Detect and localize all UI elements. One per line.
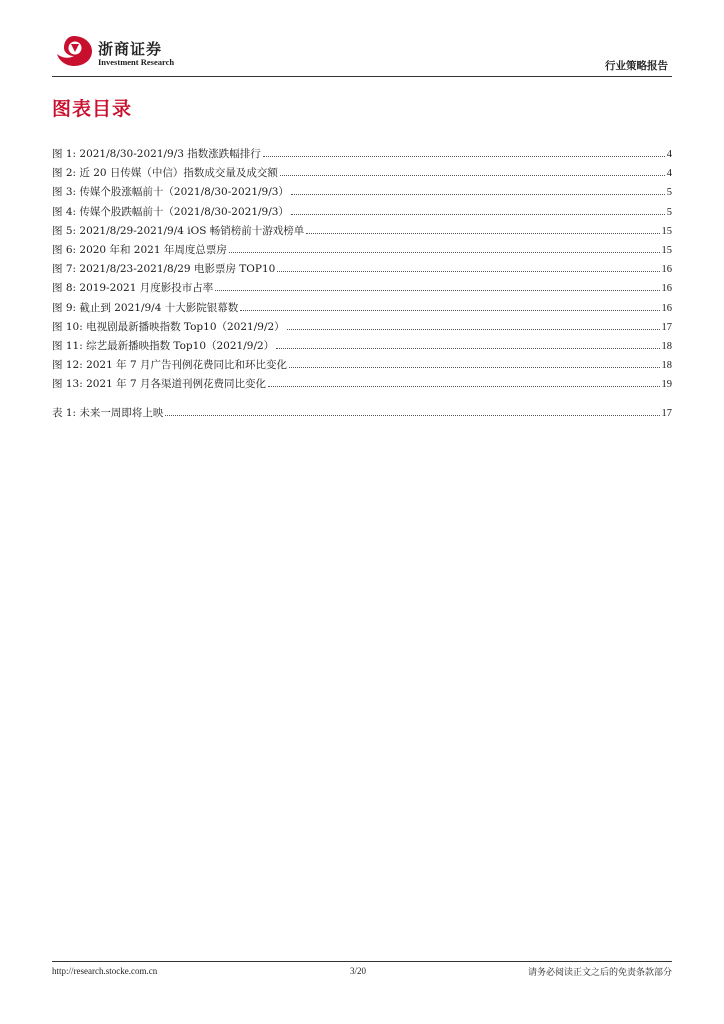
toc-entry-label: 图 7: 2021/8/23-2021/8/29 电影票房 TOP10	[52, 263, 276, 276]
toc-entry-page: 5	[666, 206, 672, 218]
toc-entry-label: 图 3: 传媒个股涨幅前十（2021/8/30-2021/9/3）	[52, 186, 289, 199]
company-logo-icon	[54, 34, 94, 68]
toc-entry-figure-8[interactable]	[52, 280, 672, 299]
toc-entry-figure-7[interactable]	[52, 261, 672, 280]
dot-leader	[280, 175, 665, 176]
toc-entry-page: 16	[661, 283, 672, 295]
toc-section-gap	[52, 395, 672, 405]
toc-entry-label: 图 6: 2020 年和 2021 年周度总票房	[52, 243, 227, 256]
dot-leader	[306, 233, 659, 234]
toc-entry-page: 5	[666, 187, 672, 199]
toc-entry-page: 19	[661, 379, 672, 391]
dot-leader	[291, 214, 665, 215]
toc-entry-label: 图 1: 2021/8/30-2021/9/3 指数涨跌幅排行	[52, 148, 261, 160]
dot-leader	[229, 252, 660, 253]
toc-entry-table-1[interactable]	[52, 405, 672, 424]
dot-leader	[240, 310, 659, 311]
toc-entry-page: 17	[661, 321, 672, 333]
dot-leader	[287, 329, 660, 330]
page-header	[52, 34, 672, 76]
toc-entry-page: 15	[661, 244, 672, 256]
toc-entry-figure-11[interactable]	[52, 338, 672, 357]
toc-entry-figure-9[interactable]	[52, 300, 672, 319]
dot-leader	[289, 367, 660, 368]
toc-entry-figure-4[interactable]	[52, 204, 672, 223]
toc-entry-label: 图 4: 传媒个股跌幅前十（2021/8/30-2021/9/3）	[52, 205, 289, 218]
dot-leader	[263, 156, 665, 157]
toc-entry-label: 表 1: 未来一周即将上映	[52, 407, 164, 420]
toc-entry-label: 图 5: 2021/8/29-2021/9/4 iOS 畅销榜前十游戏榜单	[52, 224, 305, 237]
toc-entry-label: 图 12: 2021 年 7 月广告刊例花费同比和环比变化	[52, 359, 287, 372]
toc-entry-page: 18	[661, 340, 672, 352]
dot-leader	[291, 194, 665, 195]
toc-entry-page: 4	[666, 168, 672, 180]
dot-leader	[276, 348, 659, 349]
toc-entry-page: 16	[661, 302, 672, 314]
toc-entry-label: 图 10: 电视剧最新播映指数 Top10（2021/9/2）	[52, 320, 285, 333]
toc-entry-page: 18	[661, 360, 672, 372]
toc-entry-label: 图 8: 2019-2021 月度影投市占率	[52, 282, 214, 295]
footer-divider	[52, 961, 672, 962]
toc-entry-figure-6[interactable]	[52, 242, 672, 261]
footer-url-link[interactable]: http://research.stocke.com.cn	[52, 966, 158, 976]
toc-entry-figure-12[interactable]	[52, 357, 672, 376]
toc-entry-page: 17	[661, 408, 672, 420]
toc-entry-page: 4	[666, 149, 672, 160]
dot-leader	[268, 386, 660, 387]
toc-entry-page: 16	[661, 264, 672, 276]
logo-chinese-name: 浙商证券	[98, 40, 163, 58]
toc-entry-figure-3[interactable]	[52, 184, 672, 203]
toc-entry-label: 图 11: 综艺最新播映指数 Top10（2021/9/2）	[52, 339, 275, 352]
toc-entry-figure-13[interactable]	[52, 376, 672, 395]
figure-table-list	[52, 146, 672, 425]
toc-entry-figure-1[interactable]	[52, 146, 672, 165]
toc-entry-figure-2[interactable]	[52, 165, 672, 184]
toc-entry-label: 图 2: 近 20 日传媒（中信）指数成交量及成交额	[52, 167, 278, 180]
report-type-label: 行业策略报告	[605, 60, 668, 72]
footer-page-number: 3/20	[350, 966, 367, 976]
toc-entry-figure-10[interactable]	[52, 319, 672, 338]
toc-entry-label: 图 9: 截止到 2021/9/4 十大影院银幕数	[52, 301, 239, 314]
header-divider	[52, 76, 672, 77]
dot-leader	[165, 415, 659, 416]
toc-entry-figure-5[interactable]	[52, 223, 672, 242]
toc-entry-label: 图 13: 2021 年 7 月各渠道刊例花费同比变化	[52, 378, 266, 391]
toc-entry-page: 15	[661, 225, 672, 237]
logo-english-name: Investment Research	[98, 57, 175, 67]
footer-disclaimer: 请务必阅读正文之后的免责条款部分	[527, 968, 672, 978]
toc-title: 图表目录	[52, 98, 133, 120]
dot-leader	[215, 290, 659, 291]
dot-leader	[277, 271, 659, 272]
